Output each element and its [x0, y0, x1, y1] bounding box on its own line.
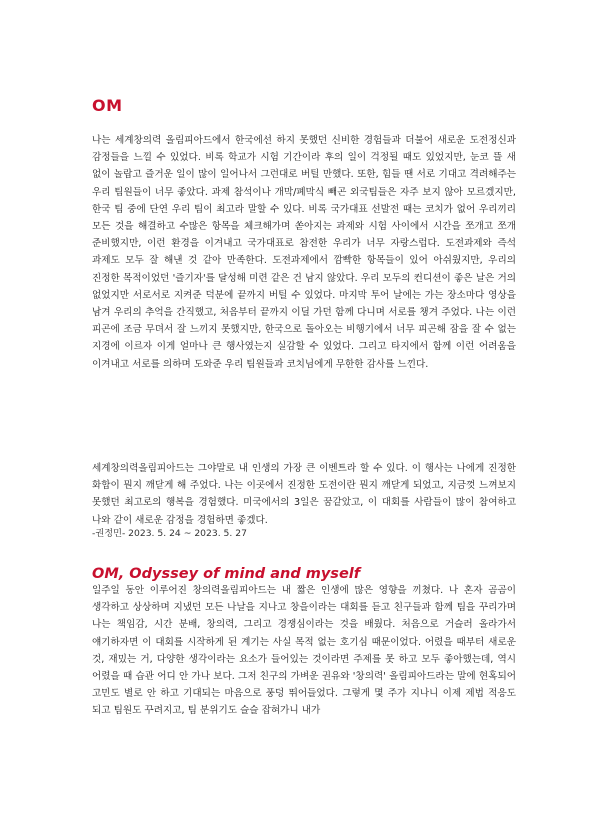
section-title: OM — [92, 96, 123, 115]
essay-paragraph: 일주일 동안 이루어진 창의력올림피아드는 내 짧은 인생에 많은 영향을 끼쳤다. 나 혼자 곰곰이 생각하고 상상하며 지냈던 모든 나날을 지나고 창을이라는 대회를 듣고 친구들과 함께 팀을 꾸리가며 나는 책임감, 시간 분배, 창의력, 그리고 경쟁심이라는 것을 배웠다. 처음으로 거슬러 올라가서 얘기하자면 이 대회를 시작하게 된 계기는 사실 목적 없는 호기심 때문이었다. 어렸을 때부터 새로운 것, 재밌는 거, 다양한 생각이라는 요소가 들어있는 것이라면 주제를 못 하고 모두 좋아했는데, 역시 어렸을 때 습관 어디 안 가나 보다. 그저 친구의 가벼운 권유와 '창의력' 올림피아드라는 말에 현혹되어 고민도 별로 안 하고 기대되는 마음으로 풍덩 뛰어들었다. 그렇게 몇 주가 지나니 이제 제법 적응도 되고 팀원도 꾸려지고, 팀 분위기도 슬슬 잡혀가니 내가 — [92, 585, 516, 717]
author-date-line: -권정민- 2023. 5. 24 ~ 2023. 5. 27 — [92, 528, 247, 539]
essay-paragraph: 나는 세계창의력 올림피아드에서 한국에선 하지 못했던 신비한 경험들과 더불어 새로운 도전정신과 감정들을 느낄 수 있었다. 비록 학교가 시험 기간이라 후의 일이 걱정될 때도 있었지만, 눈코 뜰 새 없이 놀랍고 즐거운 일이 많이 일어나서 그런대로 버틸 만했다. 또한, 힘들 땐 서로 기대고 격려해주는 우리 팀원들이 너무 좋았다. 과제 참석이나 개막/폐막식 빼곤 외국팀들은 자주 보지 않아 모르겠지만, 한국 팀 중에 단연 우리 팀이 최고라 말할 수 있다. 비록 국가대표 선발전 때는 코치가 없어 우리끼리 모든 것을 해결하고 수많은 항목을 체크해가며 쏟아지는 과제와 시험 사이에서 시간을 쪼개고 쪼개 준비했지만, 이런 환경을 이겨내고 국가대표로 참전한 우리가 너무 자랑스럽다. 도전과제와 즉석 과제도 모두 잘 해낸 것 같아 만족한다. 도전과제에서 깜빡한 항목들이 있어 아쉬웠지만, 우리의 진정한 목적이었던 '즐기자'를 달성해 미련 같은 건 남지 않았다. 우리 모두의 컨디션이 좋은 날은 거의 없었지만 서로서로 지켜준 덕분에 끝까지 버틸 수 있었다. 마지막 투어 날에는 가는 장소마다 영상을 남겨 우리의 추억을 간직했고, 처음부터 끝까지 이딜 가던 함께 다니며 서로를 챙겨 주었다. 나는 이런 피곤에 조금 무뎌서 잘 느끼지 못했지만, 한국으로 돌아오는 비행기에서 너무 피곤해 잠을 잘 수 없는 지경에 이르자 이게 얼마나 큰 행사였는지 실감할 수 있었다. 그리고 타지에서 함께 이런 어려움을 이겨내고 서로를 의하며 도와준 우리 팀원들과 코치님에게 무한한 감사를 느낀다. — [92, 135, 516, 370]
section-title: OM, Odyssey of mind and myself — [92, 566, 361, 582]
essay-paragraph: 세계창의력올림피아드는 그야말로 내 인생의 가장 큰 이벤트라 할 수 있다. 이 행사는 나에게 진정한 화합이 뭔지 깨닫게 해 주었다. 나는 이곳에서 진정한 도전이란 뭔지 깨닫게 되었고, 지금껏 느껴보지 못했던 최고로의 행복을 경험했다. 미국에서의 3일은 꿈같았고, 이 대회를 사람들이 많이 참여하고 나와 같이 새로운 감정을 경험하면 좋겠다. — [92, 463, 516, 526]
